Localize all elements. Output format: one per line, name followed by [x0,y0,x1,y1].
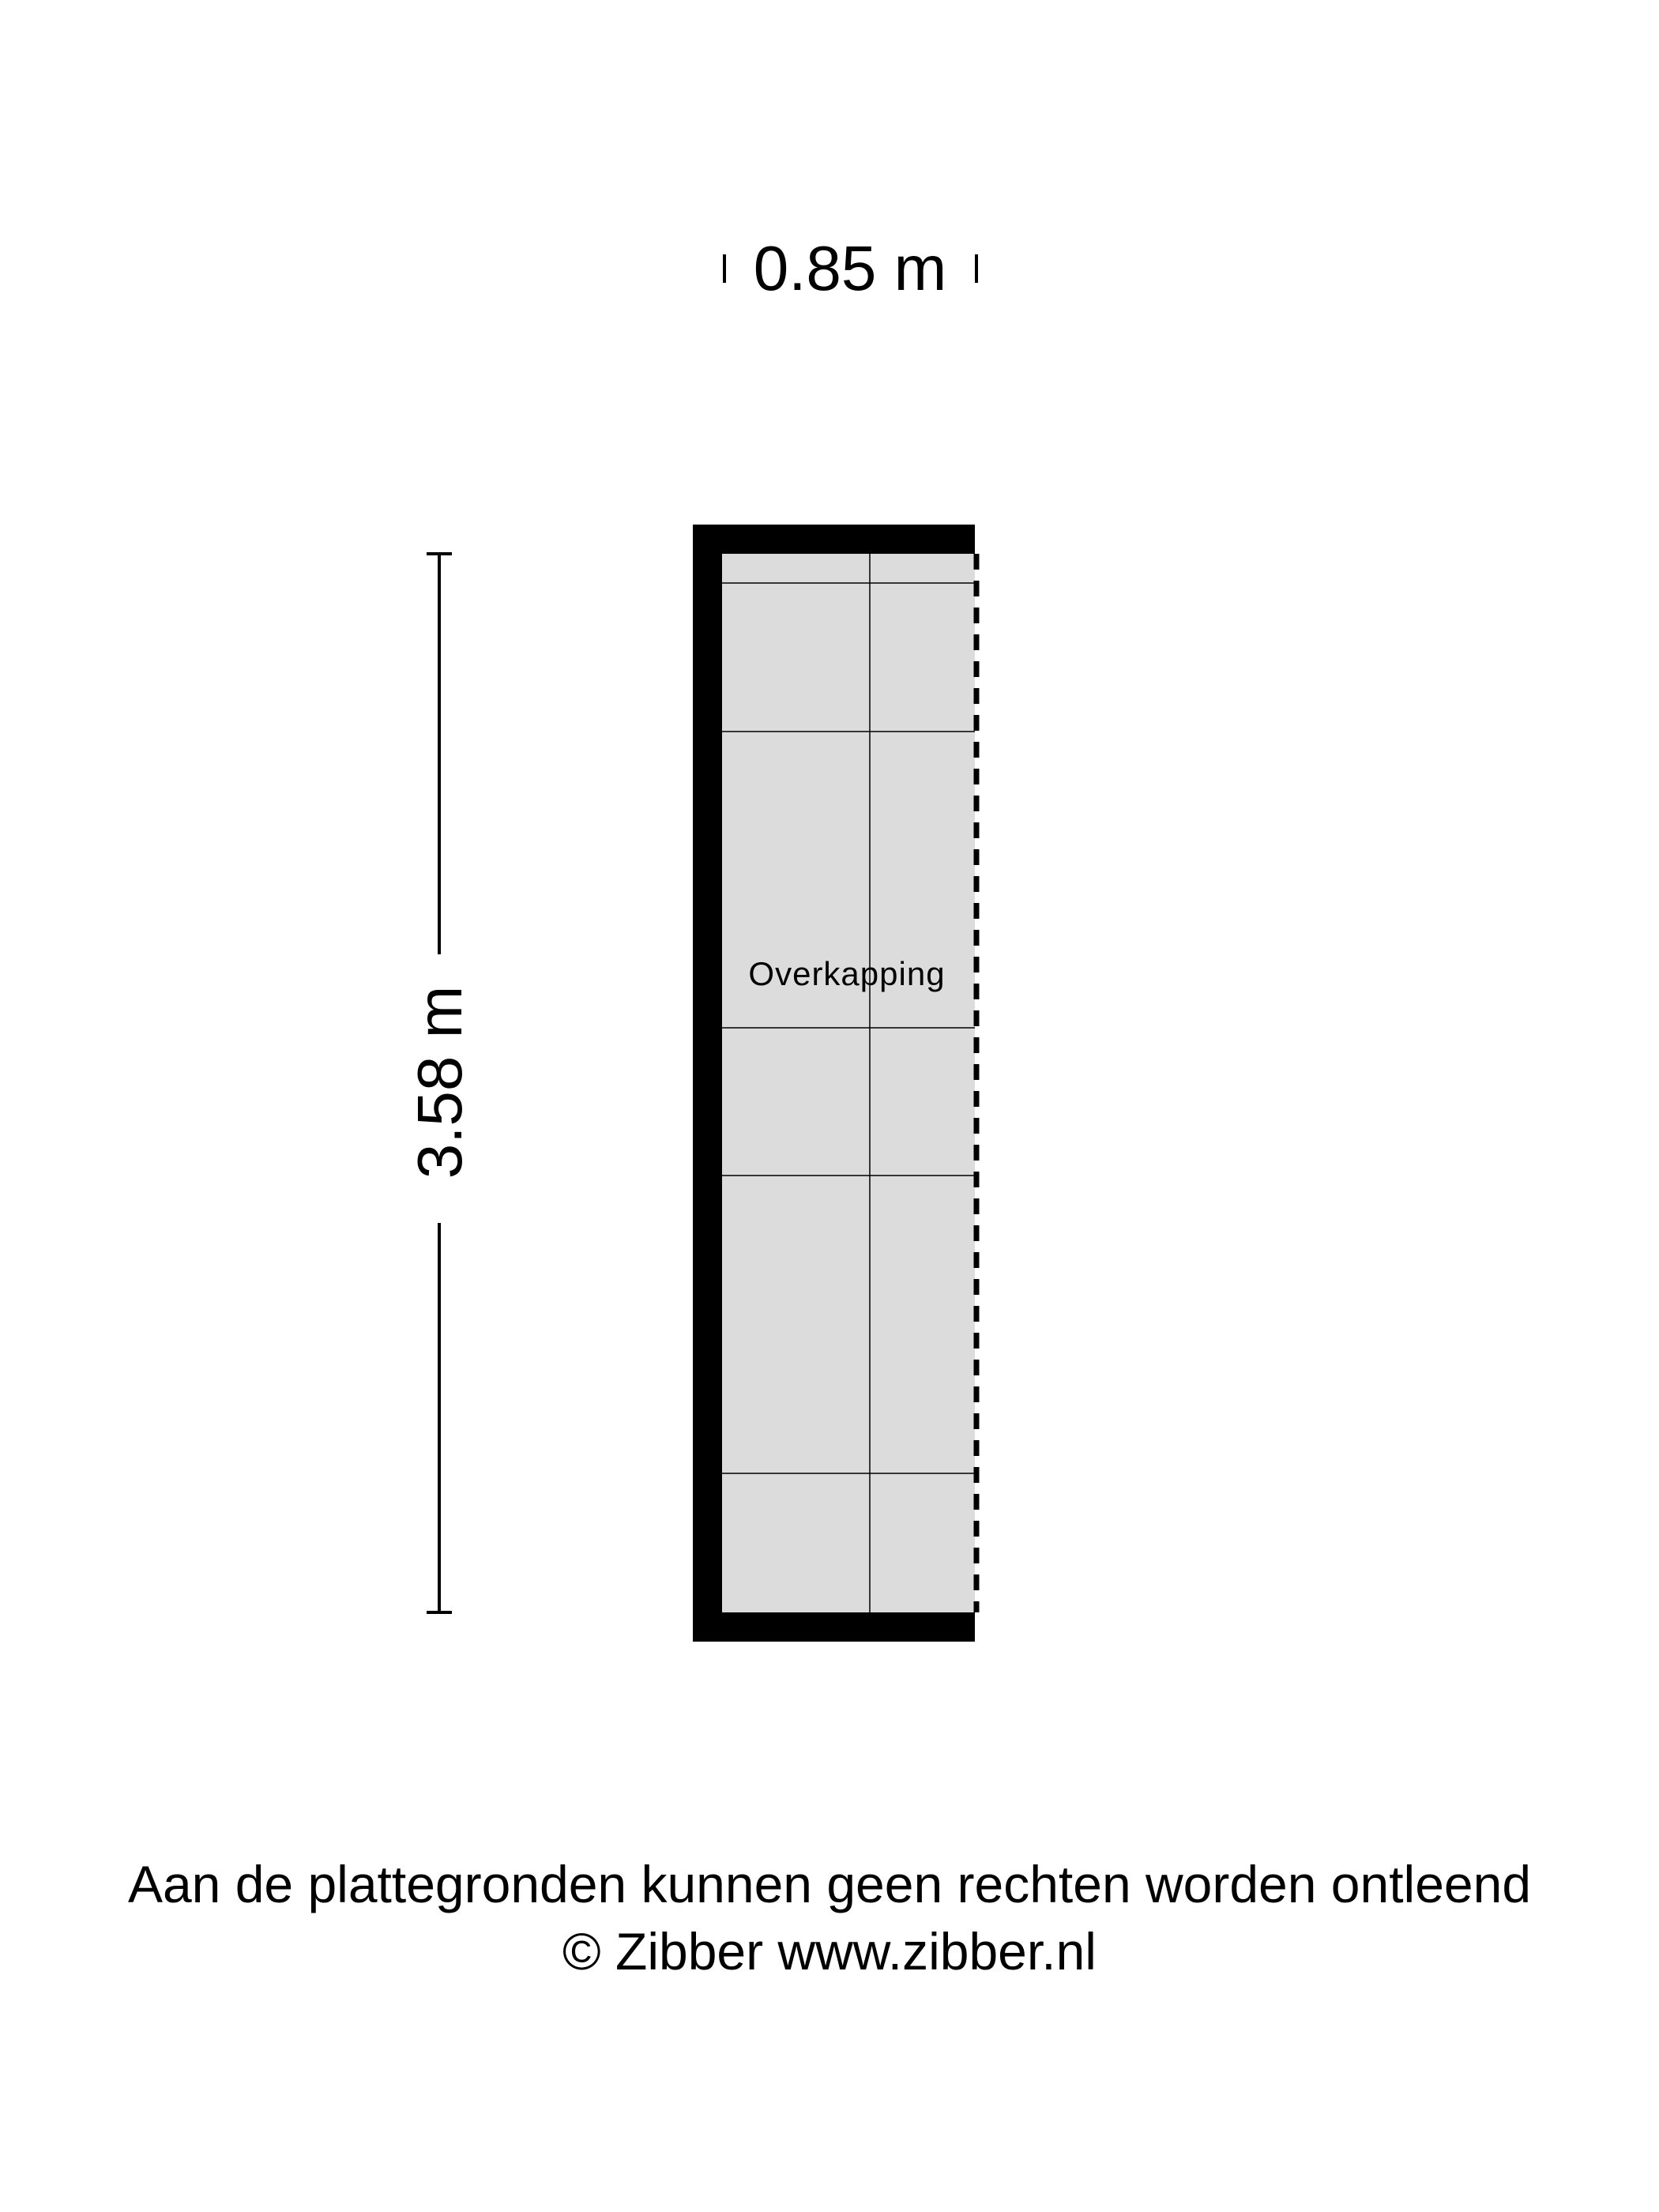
room-floor [722,554,975,1612]
room-label-overkapping: Overkapping [748,955,946,992]
width-dimension [724,233,976,303]
disclaimer-text: Aan de plattegronden kunnen geen rechten worden ontleend [127,1855,1532,1913]
wall-top [693,525,975,554]
length-dimension [404,554,475,1612]
wall-bottom [693,1612,975,1642]
width-dimension-label: 0.85 m [753,233,947,303]
wall-left [693,525,722,1642]
copyright-text: © Zibber www.zibber.nl [562,1922,1097,1981]
length-dimension-label: 3.58 m [404,985,475,1179]
